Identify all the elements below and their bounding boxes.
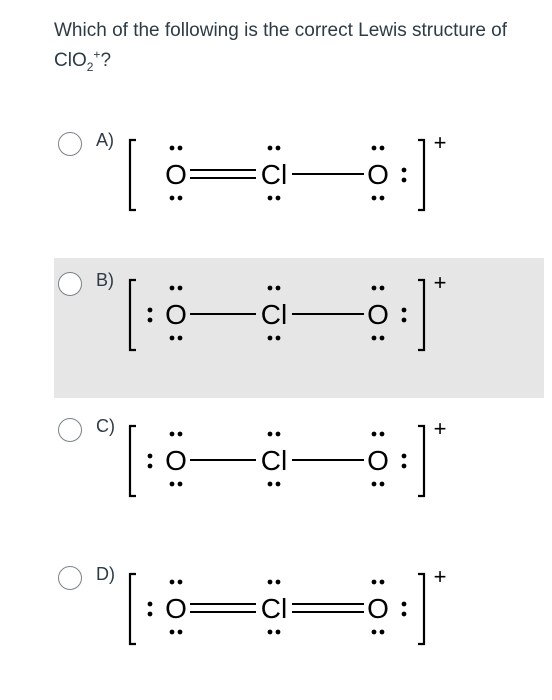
- lone-pair-dot: [372, 286, 377, 291]
- option-c-lewis-structure: [122, 404, 462, 544]
- lone-pair-dot: [268, 580, 273, 585]
- atom-o: O: [367, 159, 389, 190]
- lone-pair-dot: [170, 432, 175, 437]
- atom-cl: Cl: [260, 159, 288, 190]
- lone-pair-dot: [276, 482, 281, 487]
- option-b-radio[interactable]: [58, 272, 82, 296]
- atom-o: O: [367, 445, 389, 476]
- lone-pair-dot: [178, 482, 183, 487]
- charge-label: +: [433, 270, 447, 295]
- lone-pair-dot: [178, 580, 183, 585]
- option-a[interactable]: [54, 118, 544, 258]
- lone-pair-dot: [276, 196, 281, 201]
- right-bracket: [418, 426, 424, 496]
- lone-pair-dot: [170, 336, 175, 341]
- option-d-label: D): [96, 564, 115, 584]
- left-bracket: [130, 140, 136, 210]
- lewis-svg: [122, 258, 462, 398]
- lone-pair-dot: [380, 580, 385, 585]
- option-c-radio[interactable]: [58, 418, 82, 442]
- lone-pair-dot: [170, 196, 175, 201]
- lone-pair-dot: [380, 482, 385, 487]
- lone-pair-dot: [372, 630, 377, 635]
- lone-pair-dot: [276, 146, 281, 151]
- atom-o: O: [165, 593, 187, 624]
- atom-cl: Cl: [260, 593, 288, 624]
- atom-cl: Cl: [260, 299, 288, 330]
- lone-pair-dot: [178, 146, 183, 151]
- lone-pair-dot: [276, 336, 281, 341]
- option-c[interactable]: [54, 404, 544, 544]
- option-a-label: A): [96, 130, 114, 150]
- lone-pair-dot: [276, 286, 281, 291]
- right-bracket: [418, 140, 424, 210]
- lone-pair-dot: [148, 612, 153, 617]
- lone-pair-dot: [178, 432, 183, 437]
- lone-pair-dot: [148, 308, 153, 313]
- lone-pair-dot: [268, 630, 273, 635]
- lone-pair-dot: [372, 146, 377, 151]
- lewis-svg: [122, 552, 462, 692]
- lone-pair-dot: [178, 336, 183, 341]
- lone-pair-dot: [268, 432, 273, 437]
- lone-pair-dot: [170, 146, 175, 151]
- left-bracket: [130, 426, 136, 496]
- lone-pair-dot: [276, 630, 281, 635]
- lone-pair-dot: [372, 580, 377, 585]
- lone-pair-dot: [402, 308, 407, 313]
- lone-pair-dot: [268, 286, 273, 291]
- atom-o: O: [165, 445, 187, 476]
- option-d[interactable]: [54, 552, 544, 692]
- atom-o: O: [367, 299, 389, 330]
- lone-pair-dot: [380, 630, 385, 635]
- lone-pair-dot: [148, 454, 153, 459]
- lone-pair-dot: [178, 286, 183, 291]
- option-d-lewis-structure: [122, 552, 462, 692]
- lone-pair-dot: [380, 432, 385, 437]
- lone-pair-dot: [276, 580, 281, 585]
- option-d-radio[interactable]: [58, 566, 82, 590]
- lone-pair-dot: [402, 178, 407, 183]
- lone-pair-dot: [372, 432, 377, 437]
- lone-pair-dot: [372, 196, 377, 201]
- right-bracket: [418, 574, 424, 644]
- lone-pair-dot: [170, 630, 175, 635]
- lone-pair-dot: [380, 286, 385, 291]
- right-bracket: [418, 280, 424, 350]
- atom-o: O: [165, 299, 187, 330]
- atom-o: O: [367, 593, 389, 624]
- lone-pair-dot: [402, 612, 407, 617]
- charge-label: +: [433, 564, 447, 589]
- lone-pair-dot: [402, 602, 407, 607]
- lone-pair-dot: [170, 286, 175, 291]
- lone-pair-dot: [178, 196, 183, 201]
- question-text-end: ?: [100, 50, 112, 71]
- question-subscript: 2: [86, 59, 94, 74]
- lone-pair-dot: [148, 318, 153, 323]
- lone-pair-dot: [178, 630, 183, 635]
- left-bracket: [130, 280, 136, 350]
- option-a-lewis-structure: [122, 118, 462, 258]
- lone-pair-dot: [372, 336, 377, 341]
- left-bracket: [130, 574, 136, 644]
- option-b-lewis-structure: [122, 258, 462, 398]
- lewis-svg: [122, 404, 462, 544]
- charge-label: +: [433, 130, 447, 155]
- option-c-label: C): [96, 416, 115, 436]
- lone-pair-dot: [402, 464, 407, 469]
- lone-pair-dot: [380, 196, 385, 201]
- question-superscript: +: [93, 47, 101, 62]
- lone-pair-dot: [268, 196, 273, 201]
- lone-pair-dot: [402, 318, 407, 323]
- lone-pair-dot: [268, 336, 273, 341]
- question-text: [54, 16, 524, 76]
- lone-pair-dot: [402, 454, 407, 459]
- atom-o: O: [165, 159, 187, 190]
- lone-pair-dot: [268, 482, 273, 487]
- question-text-main: Which of the following is the correct Lewis structure of ClO: [54, 20, 508, 71]
- lone-pair-dot: [148, 464, 153, 469]
- atom-cl: Cl: [260, 445, 288, 476]
- lone-pair-dot: [276, 432, 281, 437]
- charge-label: +: [433, 416, 447, 441]
- lone-pair-dot: [380, 146, 385, 151]
- option-b[interactable]: [54, 258, 544, 398]
- lone-pair-dot: [372, 482, 377, 487]
- lone-pair-dot: [268, 146, 273, 151]
- lone-pair-dot: [148, 602, 153, 607]
- lewis-svg: [122, 118, 462, 258]
- lone-pair-dot: [380, 336, 385, 341]
- option-b-label: B): [96, 270, 114, 290]
- lone-pair-dot: [170, 482, 175, 487]
- option-a-radio[interactable]: [58, 132, 82, 156]
- lone-pair-dot: [170, 580, 175, 585]
- lone-pair-dot: [402, 168, 407, 173]
